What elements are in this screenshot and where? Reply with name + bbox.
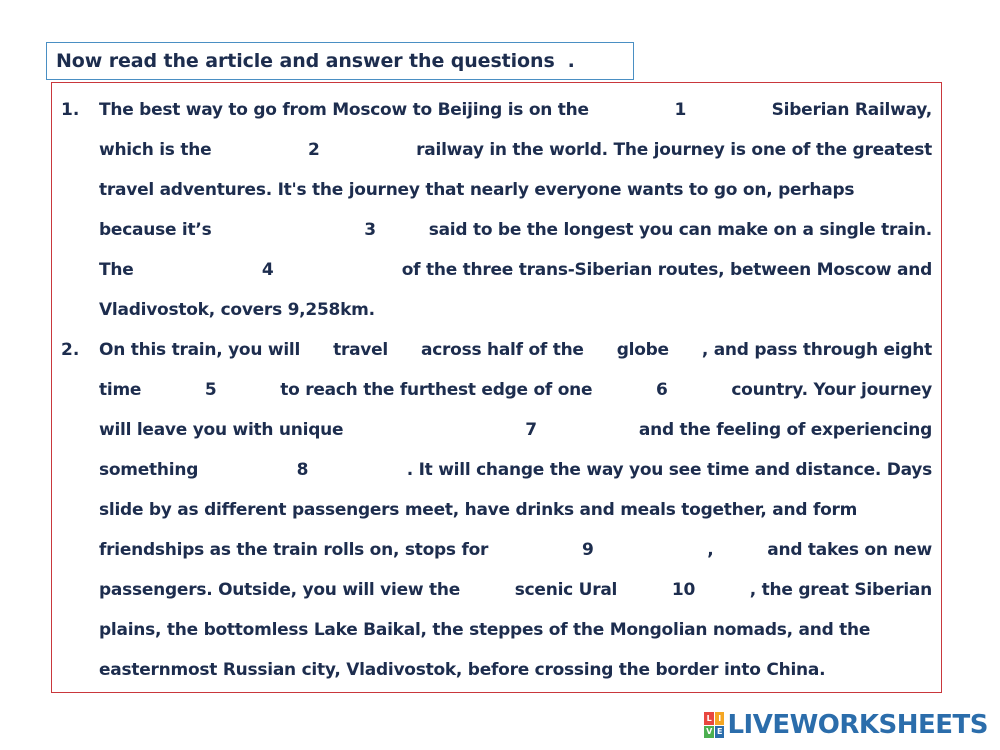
text-segment: will leave you with unique: [99, 420, 344, 440]
logo-letter: E: [715, 726, 725, 739]
blank-marker-9: 9: [581, 540, 594, 560]
text-segment: across half of the: [420, 340, 584, 360]
blank-marker-6: 6: [656, 380, 668, 400]
text-line: [99, 210, 932, 250]
text-segment: time: [99, 380, 142, 400]
logo-letter: V: [706, 727, 713, 737]
text-segment: The best way to go from Moscow to Beijing is on the: [99, 100, 589, 120]
text-segment: easternmost Russian city, Vladivostok, before crossing the border into China.: [99, 660, 826, 680]
instruction-title: Now read the article and answer the questions .: [56, 50, 575, 72]
text-segment: because it’s: [99, 220, 212, 240]
text-line: [99, 410, 932, 450]
text-line: [99, 330, 932, 370]
text-segment: . It will change the way you see time and distance. Days: [406, 460, 932, 480]
text-line: [99, 570, 932, 610]
text-segment: Vladivostok, covers 9,258km.: [99, 300, 375, 320]
blank-marker-2: 2: [307, 140, 320, 160]
blank-marker-10: 10: [671, 580, 696, 600]
text-segment: globe: [616, 340, 669, 360]
liveworksheets-logo: [704, 708, 988, 742]
text-segment: and the feeling of experiencing: [638, 420, 932, 440]
text-segment: something: [99, 460, 199, 480]
logo-icon: [704, 712, 724, 738]
text-line: [99, 650, 932, 690]
text-line: [99, 250, 932, 290]
text-segment: On this train, you will: [99, 340, 301, 360]
text-segment: friendships as the train rolls on, stops for: [99, 540, 489, 560]
text-segment: , the great Siberian: [749, 580, 932, 600]
text-segment: passengers. Outside, you will view the: [99, 580, 460, 600]
blank-marker-1: 1: [674, 100, 687, 120]
blank-marker-4: 4: [261, 260, 274, 280]
text-line: [99, 530, 932, 570]
text-segment: , and pass through eight: [701, 340, 932, 360]
paragraph-number: 1.: [61, 100, 80, 120]
text-line: [99, 290, 932, 330]
text-segment: plains, the bottomless Lake Baikal, the steppes of the Mongolian nomads, and the: [99, 620, 871, 640]
text-segment: scenic Ural: [514, 580, 618, 600]
logo-letter: L: [704, 712, 714, 725]
text-segment: travel adventures. It's the journey that nearly everyone wants to go on, perhaps: [99, 180, 855, 200]
blank-marker-7: 7: [525, 420, 537, 440]
text-line: [99, 450, 932, 490]
text-segment: of the three trans-Siberian routes, between Moscow and: [401, 260, 932, 280]
text-segment: which is the: [99, 140, 212, 160]
text-segment: travel: [333, 340, 388, 360]
instruction-box: [46, 42, 634, 80]
text-segment: railway in the world. The journey is one of the greatest: [416, 140, 932, 160]
text-line: [99, 90, 932, 130]
blank-marker-5: 5: [204, 380, 217, 400]
blank-marker-8: 8: [296, 460, 309, 480]
article-box: [51, 82, 942, 693]
text-segment: slide by as different passengers meet, have drinks and meals together, and form: [99, 500, 858, 520]
text-segment: to reach the furthest edge of one: [280, 380, 593, 400]
text-segment: ,: [707, 540, 714, 560]
text-line: [99, 610, 932, 650]
blank-marker-3: 3: [364, 220, 376, 240]
text-line: [99, 170, 932, 210]
logo-text: LIVEWORKSHEETS: [727, 710, 988, 740]
text-segment: Siberian Railway,: [771, 100, 932, 120]
text-segment: country. Your journey: [731, 380, 932, 400]
paragraph-number: 2.: [61, 340, 80, 360]
text-segment: said to be the longest you can make on a single train.: [428, 220, 932, 240]
logo-letter: I: [715, 712, 725, 725]
text-line: [99, 130, 932, 170]
text-line: [99, 490, 932, 530]
text-line: [99, 370, 932, 410]
text-segment: The: [99, 260, 134, 280]
text-segment: and takes on new: [767, 540, 932, 560]
